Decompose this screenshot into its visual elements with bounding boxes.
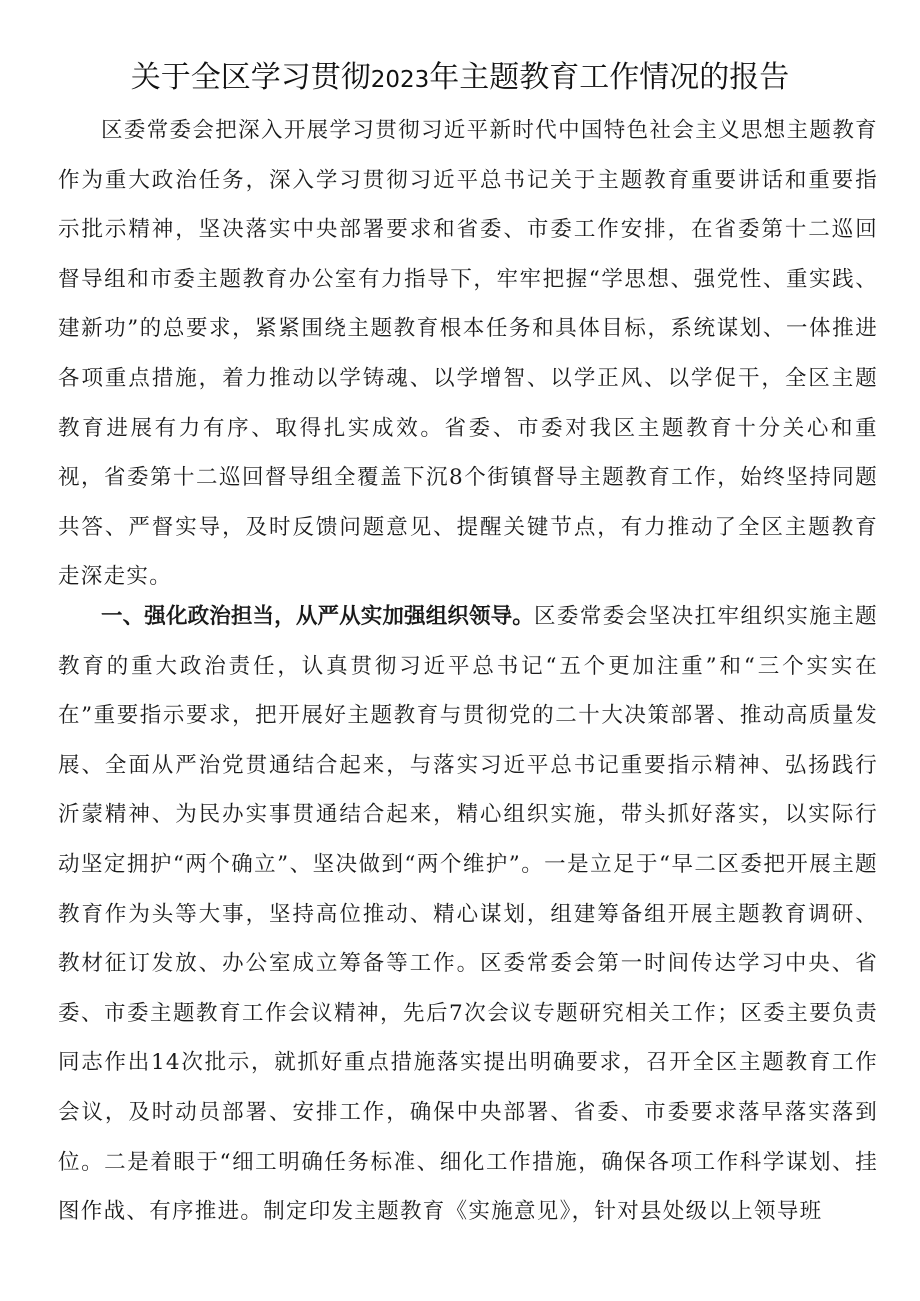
section-1-heading: 一、强化政治担当，从严从实加强组织领导。 — [101, 604, 534, 629]
section-1-paragraph — [58, 592, 878, 1237]
intro-paragraph: 区委常委会把深入开展学习贯彻习近平新时代中国特色社会主义思想主题教育作为重大政治任务，深入学习贯彻习近平总书记关于主题教育重要讲话和重要指示批示精神，坚决落实中央部署要求和省委、市委工作安排，在省委第十二巡回督导组和市委主题教育办公室有力指导下，牢牢把握“学思想、强党性、重实践、建新功”的总要求，紧紧围绕主题教育根本任务和具体目标，系统谋划、一体推进各项重点措施，着力推动以学铸魂、以学增智、以学正风、以学促干，全区主题教育进展有力有序、取得扎实成效。省委、市委对我区主题教育十分关心和重视，省委第十二巡回督导组全覆盖下沉8个街镇督导主题教育工作，始终坚持同题共答、严督实导，及时反馈问题意见、提醒关键节点，有力推动了全区主题教育走深走实。 — [58, 118, 878, 590]
title-prefix: 关于全区学习贯彻 — [130, 60, 371, 95]
section-1-body: 区委常委会坚决扛牢组织实施主题教育的重大政治责任，认真贯彻习近平总书记“五个更加注重”和“三个实实在在”重要指示要求，把开展好主题教育与贯彻党的二十大决策部署、推动高质量发展、全面从严治党贯通结合起来，与落实习近平总书记重要指示精神、弘扬践行沂蒙精神、为民办实事贯通结合起来，精心组织实施，带头抓好落实，以实际行动坚定拥护“两个确立”、坚决做到“两个维护”。一是立足于“早二区委把开展主题教育作为头等大事，坚持高位推动、精心谋划，组建筹备组开展主题教育调研、教材征订发放、办公室成立筹备等工作。区委常委会第一时间传达学习中央、省委、市委主题教育工作会议精神，先后7次会议专题研究相关工作；区委主要负责同志作出14次批示，就抓好重点措施落实提出明确要求，召开全区主题教育工作会议，及时动员部署、安排工作，确保中央部署、省委、市委要求落早落实落到位。二是着眼于“细工明确任务标准、细化工作措施，确保各项工作科学谋划、挂图作战、有序推进。制定印发主题教育《实施意见》，针对县处级以上领导班 — [58, 604, 878, 1225]
document-title — [0, 56, 920, 102]
title-year: 2023 — [370, 67, 430, 93]
title-suffix: 年主题教育工作情况的报告 — [429, 60, 790, 95]
